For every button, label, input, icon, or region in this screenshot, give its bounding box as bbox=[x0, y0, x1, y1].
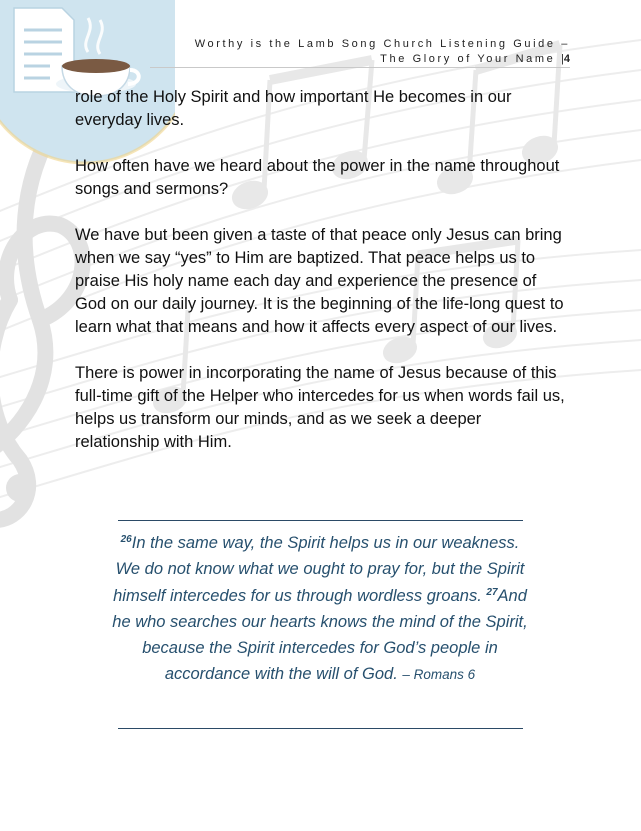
header-title-line1: Worthy is the Lamb Song Church Listening Guide – bbox=[194, 38, 570, 50]
page-number: 4 bbox=[563, 53, 570, 65]
body-text bbox=[75, 86, 570, 477]
verse-text: In the same way, the Spirit helps us in our weakness. We do not know what we ought to pray for, but the Spirit himself intercedes for us through wordless groans. bbox=[113, 534, 525, 605]
paragraph: role of the Holy Spirit and how important He becomes in our everyday lives. bbox=[75, 88, 512, 129]
paragraph: There is power in incorporating the name of Jesus because of this full-time gift of the Helper who intercedes for us when words fail us, helps us transform our minds, and as we seek a deeper relationship with Him. bbox=[75, 364, 565, 451]
paragraph: We have but been given a taste of that peace only Jesus can bring when we say “yes” to Him are baptized. That peace helps us to praise His holy name each day and experience the presence of God on our daily journey. It is the beginning of the life-long quest to learn what that means and how it affects every aspect of our lives. bbox=[75, 226, 564, 336]
header-separator: | bbox=[561, 53, 564, 65]
header-title-line2: The Glory of Your Name bbox=[380, 53, 556, 65]
verse-number: 27 bbox=[486, 586, 498, 598]
page-header bbox=[195, 37, 570, 67]
verse-text: And he who searches our hearts knows the mind of the Spirit, because the Spirit intercedes for God’s people in accordance with the will of God. bbox=[112, 586, 528, 684]
scripture-reference: – Romans 6 bbox=[402, 667, 476, 683]
quote-top-rule bbox=[118, 520, 523, 521]
scripture-quote bbox=[110, 530, 530, 689]
quote-bottom-rule bbox=[118, 728, 523, 729]
verse-number: 26 bbox=[120, 534, 132, 545]
header-divider bbox=[150, 67, 570, 68]
paragraph: How often have we heard about the power in the name throughout songs and sermons? bbox=[75, 157, 560, 198]
